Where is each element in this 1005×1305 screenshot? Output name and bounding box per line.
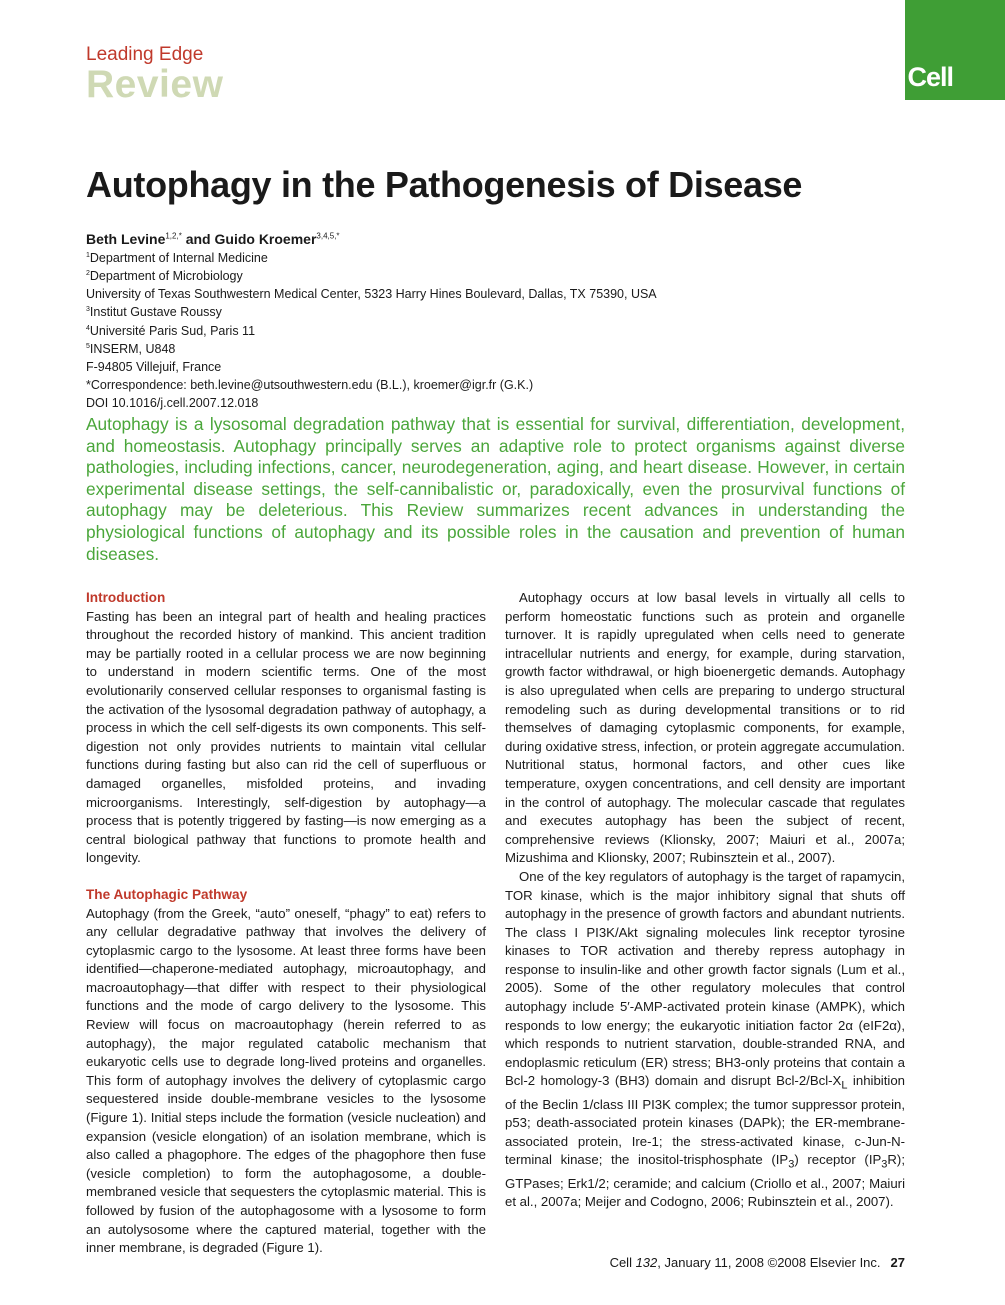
journal-badge: Cell bbox=[905, 0, 1005, 100]
greek-alpha: α bbox=[845, 1017, 853, 1033]
subscript: 3 bbox=[788, 1159, 795, 1172]
affiliation-line: $^4$Université Paris Sud, Paris 11 bbox=[86, 323, 256, 338]
subscript: L bbox=[841, 1080, 848, 1093]
body-paragraph: Autophagy occurs at low basal levels in virtually all cells to perform homeostatic functions such as protein and organelle turnover. It is rapidly upregulated when cells need to generate intracellular nutrients and energy, for example, during starvation, growth factor withdrawal, or high bioenergetic demands. Autophagy is also upregulated when cells are preparing to undergo structural remodeling such as during developmental transitions or to rid themselves of damaging cytoplasmic components, for example, during oxidative stress, infection, or protein aggregate accumulation. Nutritional status, hormonal factors, and other cues like temperature, oxygen concentrations, and cell density are important in the control of autophagy. The molecular cascade that regulates and executes autophagy has been the subject of recent, comprehensive reviews (Klionsky, 2007; Maiuri et al., 2007a; Mizushima and Klionsky, 2007; Rubinsztein et al., 2007). bbox=[505, 590, 905, 866]
subscript: 3 bbox=[881, 1159, 888, 1172]
author-connector: and bbox=[181, 231, 215, 247]
correspondence-line[interactable]: *Correspondence: beth.levine@utsouthwestern.edu (B.L.), kroemer@igr.fr (G.K.) bbox=[86, 378, 534, 393]
affiliation-line: F-94805 Villejuif, France bbox=[86, 360, 222, 375]
footer-journal: Cell bbox=[609, 1255, 636, 1270]
abstract: Autophagy is a lysosomal degradation pathway that is essential for survival, differentiation, development, and homeostasis. Autophagy principally serves an adaptive role to protect organisms against diverse pathologies, including infections, cancer, neurodegeneration, aging, and heart disease. However, in certain experimental disease settings, the self-cannibalistic or, paradoxically, even the prosurvival functions of autophagy may be deleterious. This Review summarizes recent advances in understanding the physiological functions of autophagy and its possible roles in the causation and prevention of human diseases. bbox=[86, 414, 905, 564]
section-type: Review bbox=[86, 63, 224, 106]
section-heading-autophagic-pathway: The Autophagic Pathway bbox=[86, 886, 248, 902]
affiliations bbox=[86, 248, 657, 411]
article-title: Autophagy in the Pathogenesis of Disease bbox=[86, 164, 803, 205]
section-label: Leading Edge bbox=[86, 44, 204, 65]
doi-line[interactable]: DOI 10.1016/j.cell.2007.12.018 bbox=[86, 396, 259, 411]
left-column bbox=[86, 589, 486, 1258]
greek-alpha: α bbox=[889, 1017, 897, 1033]
affiliation-line: $^3$Institut Gustave Roussy bbox=[86, 305, 222, 320]
right-column bbox=[505, 589, 905, 1212]
author-affiliation-marker: 3,4,5,* bbox=[316, 231, 340, 241]
affiliation-line: $^2$Department of Microbiology bbox=[86, 269, 243, 284]
author-name: Guido Kroemer bbox=[214, 231, 317, 247]
author-affiliation-marker: 1,2,* bbox=[165, 231, 182, 241]
body-paragraph: Fasting has been an integral part of health and healing practices throughout the recorded history of mankind. This ancient tradition may be partially rooted in a cellular process we are now beginning to understand in modern scientific terms. One of the most evolutionarily conserved cellular responses to organismal fasting is the activation of the lysosomal degradation pathway of autophagy, a process in which the cell self-digests its own components. This self-digestion not only provides nutrients to maintain vital cellular functions during fasting but also can rid the cell of superfluous or damaged organelles, misfolded proteins, and invading microorganisms. Interestingly, self-digestion by autophagy—a process that is potently triggered by fasting—is now emerging as a central biological pathway that functions to promote health and longevity. bbox=[86, 608, 486, 866]
affiliation-line: $^5$INSERM, U848 bbox=[86, 341, 176, 356]
author-list bbox=[86, 231, 340, 247]
affiliation-line: University of Texas Southwestern Medical Center, 5323 Harry Hines Boulevard, Dallas, TX 75390, USA bbox=[86, 287, 657, 302]
body-paragraph: Autophagy (from the Greek, “auto” oneself, “phagy” to eat) refers to any cellular degradative pathway that involves the delivery of cytoplasmic cargo to the lysosome. At least three forms have been identified—chaperone-mediated autophagy, microautophagy, and macroautophagy—that differ with respect to their physiological functions and the mode of cargo delivery to the lysosome. This Review will focus on macroautophagy (herein referred to as autophagy), the major regulated catabolic mechanism that eukaryotic cells use to degrade long-lived proteins and organelles. This form of autophagy involves the delivery of cytoplasmic cargo sequestered inside double-membrane vesicles to the lysosome (Figure 1). Initial steps include the formation (vesicle nucleation) and expansion (vesicle elongation) of an isolation membrane, which is also called a phagophore. The edges of the phagophore then fuse (vesicle completion) to form the autophagosome, a double-membraned vesicle that sequesters the cytoplasmic material. This is followed by fusion of the autophagosome with a lysosome to form an autolysosome where the captured material, together with the inner membrane, is degraded (Figure 1). bbox=[86, 905, 486, 1256]
author-name: Beth Levine bbox=[86, 231, 166, 247]
footer-volume: 132 bbox=[635, 1255, 658, 1270]
page-number: 27 bbox=[890, 1255, 905, 1270]
footer-date: , January 11, 2008 ©2008 Elsevier Inc. bbox=[657, 1255, 881, 1270]
section-heading-introduction: Introduction bbox=[86, 590, 166, 605]
affiliation-line: $^1$Department of Internal Medicine bbox=[86, 251, 268, 266]
page-footer bbox=[610, 1255, 905, 1270]
body-paragraph: One of the key regulators of autophagy is the target of rapamycin, TOR kinase, which is the major inhibitory signal that shuts off autophagy in the presence of growth factors and abundant nutrients. The class I PI3K/Akt signaling molecules link receptor tyrosine kinases to TOR activation and thereby repress autophagy in response to insulin-like and other growth factor signals (Lum et al., 2005). Some of the other regulatory molecules that control autophagy include 5′-AMP-activated protein kinase (AMPK), which responds to low energy; the eukaryotic initiation factor 2α (eIF2α), which responds to nutrient starvation, double-stranded RNA, and endoplasmic reticulum (ER) stress; BH3-only proteins that contain a Bcl-2 homology-3 (BH3) domain and disrupt Bcl-$2/Bcl-X_L$ inhibition of the Beclin 1/class III PI3K complex; the tumor suppressor protein, p53; death-associated protein kinases (DAPk); the ER-membrane-associated protein, Ire-1; the stress-activated kinase, c-Jun-N-terminal kinase; the inositol-trisphosphate $(IP_3)$ receptor $(IP_3R)$; GTPases; Erk1/2; ceramide; and calcium (Criollo et al., 2007; Maiuri et al., 2007a; Meijer and Codogno, 2006; Rubinsztein et al., 2007). bbox=[505, 868, 905, 1210]
